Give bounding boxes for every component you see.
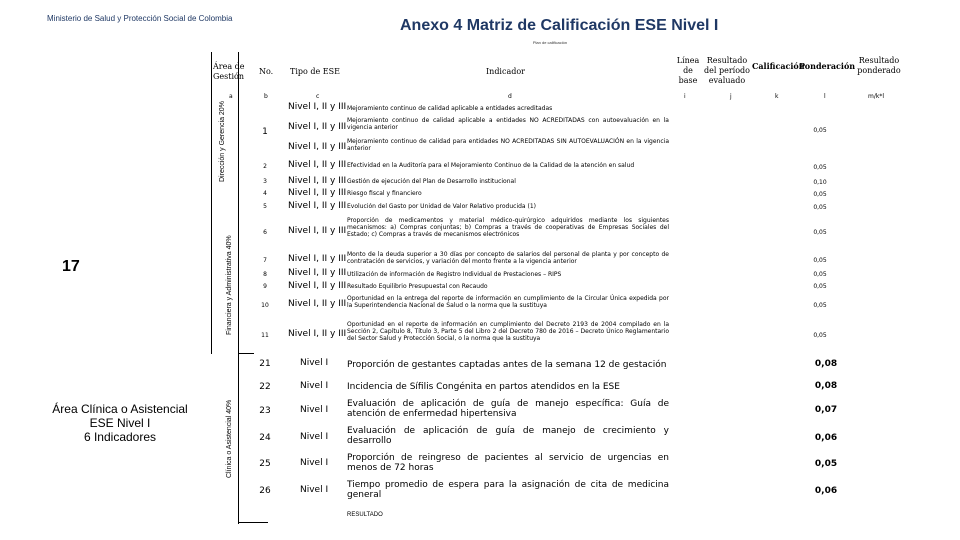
ministry-name: Ministerio de Salud y Protección Social de Colombia xyxy=(47,14,233,23)
row-value: 0,05 xyxy=(813,332,827,339)
row-indicador: Proporción de gestantes captadas antes de la semana 12 de gestación xyxy=(347,360,667,370)
col-header-area: Área de Gestión xyxy=(213,62,245,81)
row-value: 0,05 xyxy=(813,271,827,278)
clinic-note-line3: 6 Indicadores xyxy=(83,430,157,444)
row-indicador: Mejoramiento continuo de calidad aplicable a entidades acreditadas xyxy=(347,105,553,112)
row-tipo: Nivel I xyxy=(300,381,329,391)
grid-line xyxy=(238,52,239,524)
row-indicador: Proporción de reingreso de pacientes al servicio de urgencias en menos de 72 horas xyxy=(347,453,669,473)
col-header-no: No. xyxy=(259,67,274,76)
row-indicador: Efectividad en la Auditoría para el Mejoramiento Continuo de la Calidad de la atención en salud xyxy=(347,162,635,169)
indicator-count: 17 xyxy=(62,258,80,275)
row-value: 0,06 xyxy=(814,433,838,443)
row-tipo: Nivel I, II y III xyxy=(288,102,347,112)
row-tipo: Nivel I, II y III xyxy=(288,226,347,236)
row-tipo: Nivel I, II y III xyxy=(288,176,347,186)
row-value: 0,05 xyxy=(813,257,827,264)
grid-line xyxy=(211,52,212,354)
row-indicador: Oportunidad en el reporte de información en cumplimiento del Decreto 2193 de 2004 compilado en la Sección 2, Capítulo 8, Título 3, Parte 5 del Libro 2 del Decreto 780 de 2016 – Decreto Único Reglamentario del Sector Salud y Protección Social, o la norma que la sustituya xyxy=(347,321,669,342)
col-header-indicador: Indicador xyxy=(486,67,526,76)
row-indicador: Mejoramiento continuo de calidad para entidades NO ACREDITADAS SIN AUTOEVALUACIÓN en la vigencia anterior xyxy=(347,138,669,152)
row-no: 5 xyxy=(263,203,267,210)
row-value: 0,07 xyxy=(814,405,838,415)
row-no: 2 xyxy=(263,163,267,170)
clinic-note-line2: ESE Nivel I xyxy=(89,416,151,430)
row-no: 10 xyxy=(261,302,269,309)
row-value: 0,05 xyxy=(813,164,827,171)
row-tipo: Nivel I, II y III xyxy=(288,281,347,291)
row-value: 0,05 xyxy=(813,283,827,290)
row-no: 23 xyxy=(259,406,271,416)
row-tipo: Nivel I xyxy=(300,458,329,468)
row-indicador: Proporción de medicamentos y material médico-quirúrgico adquiridos mediante los siguientes mecanismos: a) Compras conjuntas; b) Compras a través de cooperativas de Empresas Sociales del Estado; c) Compras a través de mecanismos electrónicos xyxy=(347,217,669,238)
row-no: 7 xyxy=(263,257,267,264)
row-tipo: Nivel I, II y III xyxy=(288,160,347,170)
grid-line xyxy=(238,522,268,523)
row-indicador: Resultado Equilibrio Presupuestal con Recaudo xyxy=(347,283,488,290)
row-no: 24 xyxy=(259,433,271,443)
page-title: Anexo 4 Matriz de Calificación ESE Nivel I xyxy=(400,17,719,34)
row-value: 0,10 xyxy=(813,179,827,186)
row-no: 4 xyxy=(263,190,267,197)
letter-m: m/k*l xyxy=(868,93,885,100)
col-header-resultado: Resultado del período evaluado xyxy=(704,56,750,85)
row-indicador: Oportunidad en la entrega del reporte de información en cumplimiento de la Circular Única expedida por la Superintendencia Nacional de Salud o la norma que la sustituya xyxy=(347,295,669,309)
grid-line xyxy=(238,353,254,354)
row-no: 25 xyxy=(259,459,271,469)
row-no: 11 xyxy=(261,332,269,339)
row-value: 0,05 xyxy=(813,127,827,134)
col-header-resultado-ponderado: Resultado ponderado xyxy=(857,56,901,75)
row-no: 22 xyxy=(259,382,271,392)
row-indicador: Riesgo fiscal y financiero xyxy=(347,190,422,197)
row-tipo: Nivel I xyxy=(300,485,329,495)
col-header-ponderacion: Ponderación xyxy=(799,61,856,71)
row-tipo: Nivel I, II y III xyxy=(288,254,347,264)
col-header-calificacion: Calificación xyxy=(752,61,805,71)
row-tipo: Nivel I xyxy=(300,358,329,368)
area-label-clinica: Clínica o Asistencial 40% xyxy=(226,399,233,478)
row-value: 0,06 xyxy=(814,486,838,496)
row-no: 3 xyxy=(263,178,267,185)
row-indicador: Evaluación de aplicación de guía de manejo específica: Guía de atención de enfermedad hipertensiva xyxy=(347,399,669,419)
row-value: 0,05 xyxy=(813,302,827,309)
row-value: 0,05 xyxy=(813,204,827,211)
col-header-linea: Línea de base xyxy=(676,56,700,85)
letter-l: l xyxy=(824,93,826,100)
row-indicador: Gestión de ejecución del Plan de Desarrollo institucional xyxy=(347,178,516,185)
row-indicador: Incidencia de Sífilis Congénita en partos atendidos en la ESE xyxy=(347,382,620,392)
row-no: 8 xyxy=(263,271,267,278)
row-tipo: Nivel I xyxy=(300,432,329,442)
row-tipo: Nivel I, II y III xyxy=(288,268,347,278)
letter-j: j xyxy=(730,93,732,100)
letter-b: b xyxy=(264,93,268,100)
row-no: 1 xyxy=(262,127,268,137)
resultado-label: RESULTADO xyxy=(347,512,383,518)
row-tipo: Nivel I, II y III xyxy=(288,201,347,211)
letter-i: i xyxy=(684,93,686,100)
row-indicador: Utilización de información de Registro Individual de Prestaciones – RIPS xyxy=(347,271,562,278)
row-tipo: Nivel I, II y III xyxy=(288,329,347,339)
row-tipo: Nivel I, II y III xyxy=(288,142,347,152)
letter-c: c xyxy=(316,93,320,100)
row-indicador: Evaluación de aplicación de guía de manejo de crecimiento y desarrollo xyxy=(347,426,669,446)
clinic-note xyxy=(30,402,210,444)
col-header-tipo: Tipo de ESE xyxy=(290,67,340,76)
row-indicador: Mejoramiento continuo de calidad aplicable a entidades NO ACREDITADAS con autoevaluación en la vigencia anterior xyxy=(347,117,669,131)
letter-d: d xyxy=(508,93,512,100)
row-no: 21 xyxy=(259,359,271,369)
row-value: 0,08 xyxy=(814,359,838,369)
letter-k: k xyxy=(775,93,779,100)
row-indicador: Monto de la deuda superior a 30 días por concepto de salarios del personal de planta y por concepto de contratación de servicios, y variación del monto frente a la vigencia anterior xyxy=(347,251,669,265)
subtitle-small: Plan de calificación xyxy=(532,40,568,45)
row-tipo: Nivel I, II y III xyxy=(288,122,347,132)
row-no: 9 xyxy=(263,283,267,290)
row-value: 0,05 xyxy=(814,459,838,469)
row-no: 6 xyxy=(263,229,267,236)
letter-a: a xyxy=(229,93,233,100)
row-tipo: Nivel I, II y III xyxy=(288,188,347,198)
row-indicador: Tiempo promedio de espera para la asignación de cita de medicina general xyxy=(347,480,669,500)
row-tipo: Nivel I xyxy=(300,405,329,415)
row-value: 0,08 xyxy=(814,381,838,391)
row-no: 26 xyxy=(259,486,271,496)
row-indicador: Evolución del Gasto por Unidad de Valor Relativo producida (1) xyxy=(347,203,537,210)
clinic-note-line1: Área Clínica o Asistencial xyxy=(52,402,188,416)
area-label-direccion: Dirección y Gerencia 20% xyxy=(219,101,226,182)
row-value: 0,05 xyxy=(813,191,827,198)
row-value: 0,05 xyxy=(813,229,827,236)
area-label-financiera: Financiera y Administrativa 40% xyxy=(226,235,233,335)
row-tipo: Nivel I, II y III xyxy=(288,299,347,309)
